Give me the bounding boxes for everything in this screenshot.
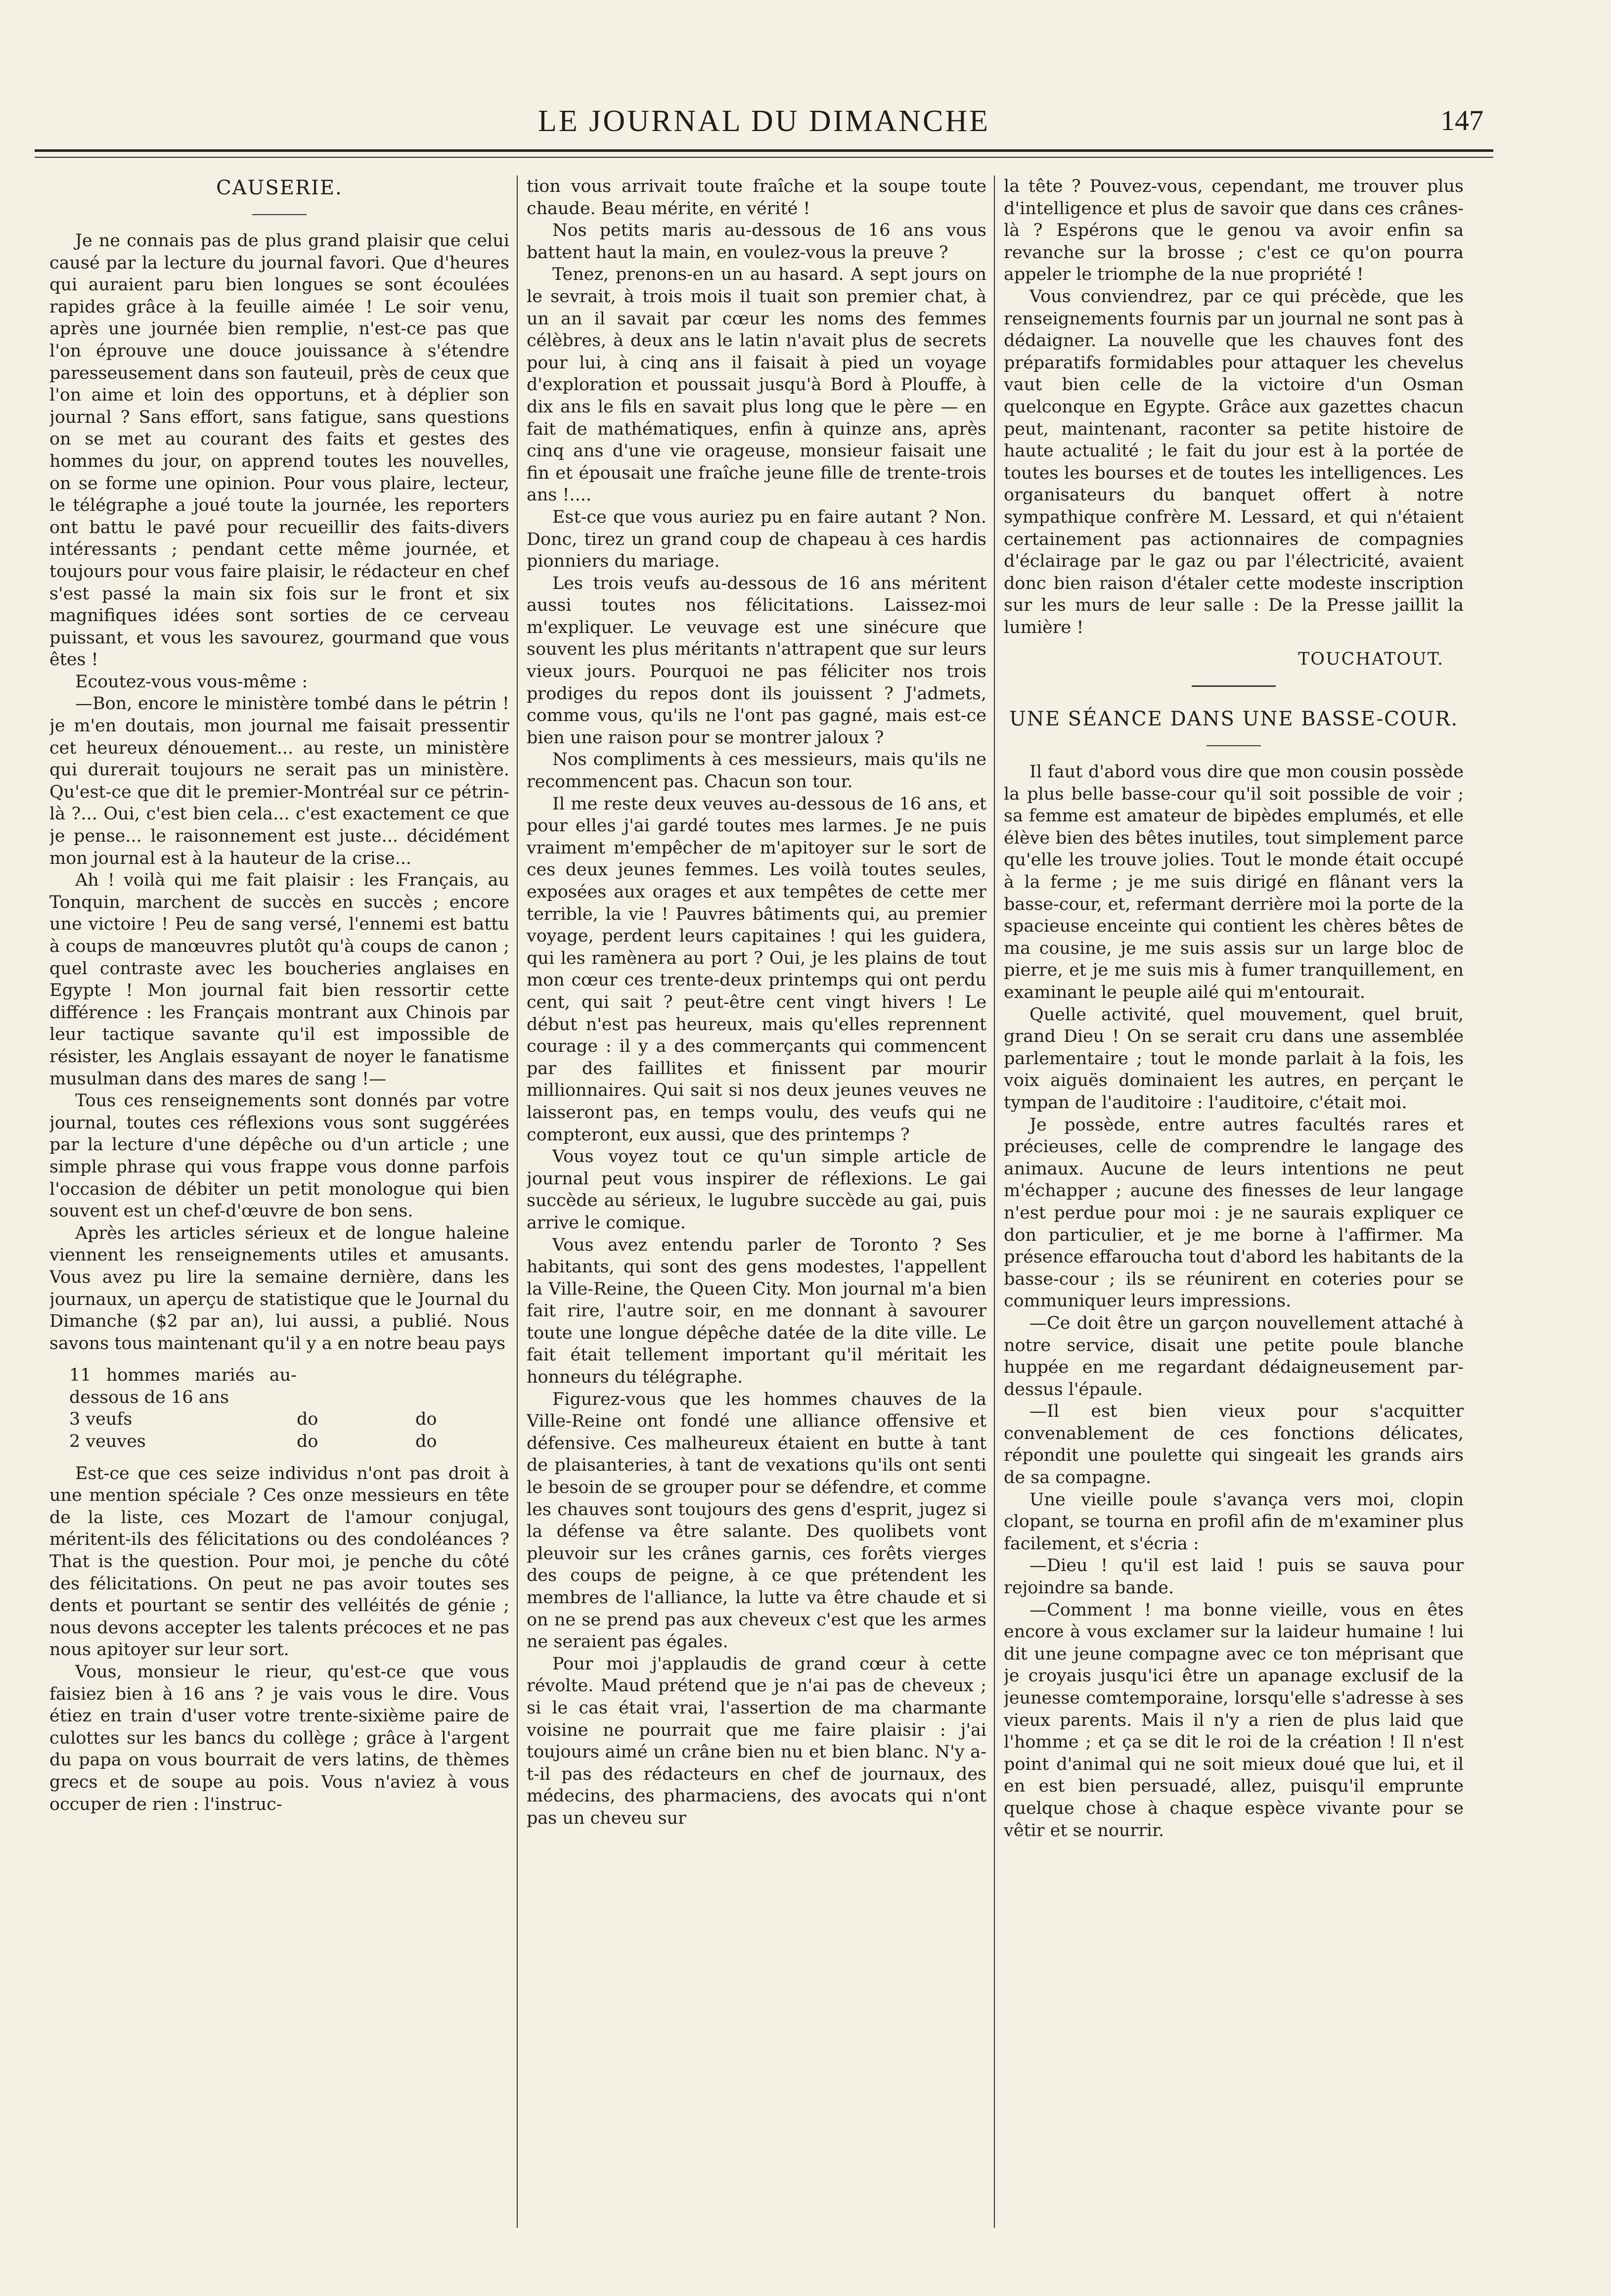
column-divider [994,176,995,2228]
paragraph: Nos petits maris au-dessous de 16 ans vous battent haut la main, en voulez-vous la preuve ? [527,221,986,263]
statistics-cell: do [415,1409,437,1430]
paragraph: la tête ? Pouvez-vous, cependant, me trouver plus d'intelligence et plus de savoir que dans ces crânes-là ? Espérons que le genou va avoir enfin sa revanche sur la brosse ; c'est ce qu'on pourra appeler le triomphe de la nue propriété ! [1004,177,1464,285]
statistics-cell: do [297,1432,318,1452]
column-1 [49,176,509,2243]
title-rule [252,214,307,215]
paragraph: Est-ce que ces seize individus n'ont pas droit à une mention spéciale ? Ces onze messieurs en tête de la liste, ces Mozart de l'amour conjugal, méritent-ils des félicitations ou des condoléances ? That is the question. Pour moi, je penche du côté des félicitations. On peut ne pas avoir toutes ses dents et pourtant se sentir des velléités de génie ; nous devons accepter les talents précoces et ne pas nous apitoyer sur leur sort. [49,1463,509,1660]
paragraph: Nos compliments à ces messieurs, mais qu'ils ne recommencent pas. Chacun son tour. [527,750,986,792]
paragraph: Une vieille poule s'avança vers moi, clopin clopant, se tourna en profil afin de m'examiner plus facilement, et s'écria : [1004,1489,1464,1554]
paragraph: Ah ! voilà qui me fait plaisir : les Français, au Tonquin, marchent de succès en succès ; encore une victoire ! Peu de sang versé, l'ennemi est battu à coups de manœuvres plutôt qu'à coups de canon ; quel contraste avec les boucheries anglaises en Egypte ! Mon journal fait bien ressortir cette différence : les Français montrant aux Chinois par leur tactique savante qu'il est impossible de résister, les Anglais essayant de noyer le fanatisme musulman dans des mares de sang !— [49,870,509,1089]
paragraph: Je possède, entre autres facultés rares et précieuses, celle de comprendre le langage des animaux. Aucune de leurs intentions ne peut m'échapper ; aucune des finesses de leur langage n'est perdue pour moi : je ne saurais expliquer ce don particulier, et je me borne à l'affirmer. Ma présence effaroucha tout d'abord les habitants de la basse-cour ; ils se réunirent en coteries pour se communiquer leurs impressions. [1004,1115,1464,1311]
paragraph: —Ce doit être un garçon nouvellement attaché à notre service, disait une petite poule blanche huppée en me regardant dédaigneusement par-dessus l'épaule. [1004,1313,1464,1399]
author-signature: TOUCHATOUT. [1298,649,1444,670]
paragraph: Vous conviendrez, par ce qui précède, que les renseignements fournis par un journal ne sont pas à dédaigner. La nouvelle que les chauves font des préparatifs formidables pour attaquer les chevelus vaut bien celle de la victoire d'un Osman quelconque en Egypte. Grâce aux gazettes chacun peut, maintenant, raconter sa petite histoire de haute actualité ; le fait du jour est à la portée de toutes les bourses et de toutes les intelligences. Les organisateurs du banquet offert à notre sympathique confrère M. Lessard, et qui n'étaient certainement pas actionnaires de compagnies d'éclairage par le gaz ou par l'électricité, avaient donc bien raison d'étaler cette modeste inscription sur les murs de leur salle : De la Presse jaillit la lumière ! [1004,286,1464,637]
paragraph: Vous voyez tout ce qu'un simple article de journal peut vous inspirer de réflexions. Le gai succède au sérieux, le lugubre succède au gai, puis arrive le comique. [527,1147,986,1233]
paragraph: Il me reste deux veuves au-dessous de 16 ans, et pour elles j'ai gardé toutes mes larmes. Je ne puis vraiment m'empêcher de m'apitoyer sur le sort de ces deux jeunes femmes. Les voilà toutes seules, exposées aux orages et aux tempêtes de cette mer terrible, la vie ! Pauvres bâtiments qui, au premier voyage, perdent leurs capitaines ! qui les guidera, qui les ramènera au port ? Oui, je les plains de tout mon cœur ces trente-deux printemps qui ont perdu cent, qui sait ? peut-être cent vingt hivers ! Le début n'est pas heureux, mais qu'elles reprennent courage : il y a des commerçants qui commencent par des faillites et finissent par mourir millionnaires. Qui sait si nos deux jeunes veuves ne laisseront pas, en temps voulu, des veufs qui ne compteront, eux aussi, que des printemps ? [527,794,986,1145]
statistics-cell: 11 hommes mariés au-dessous de 16 ans [69,1365,297,1407]
statistics-cell [415,1364,494,1408]
paragraph: —Il est bien vieux pour s'acquitter convenablement de ces fonctions délicates, répondit une poulette qui singeait les grands airs de sa compagne. [1004,1401,1464,1488]
header-rule-thin [35,157,1493,158]
paragraph: Tous ces renseignements sont donnés par votre journal, toutes ces réflexions vous sont suggérées par la lecture d'une dépêche ou d'un article ; une simple phrase qui vous frappe vous donne parfois l'occasion de débiter un petit monologue qui bien souvent est un chef-d'œuvre de bon sens. [49,1091,509,1221]
paragraph: Il faut d'abord vous dire que mon cousin possède la plus belle basse-cour qu'il soit possible de voir ; sa femme est amateur de bipèdes emplumés, et elle élève bien des bêtes inutiles, tout simplement parce qu'elle les trouve jolies. Tout le monde était occupé à la ferme ; je me suis dirigé en flânant vers la basse-cour, et, refermant derrière moi la porte de la spacieuse enceinte qui contient les chères bêtes de ma cousine, je me suis assis sur un large bloc de pierre, et je me suis mis à fumer tranquillement, en examinant le peuple ailé qui m'entourait. [1004,762,1464,1002]
title-rule [1207,745,1261,746]
paragraph: Quelle activité, quel mouvement, quel bruit, grand Dieu ! On se serait cru dans une assemblée parlementaire ; tout le monde parlait à la fois, les voix aiguës dominaient les autres, en perçant le tympan de l'auditoire : l'auditoire, c'était moi. [1004,1004,1464,1113]
paragraph: Est-ce que vous auriez pu en faire autant ? Non. Donc, tirez un grand coup de chapeau à ces hardis pionniers du mariage. [527,507,986,572]
paragraph: —Bon, encore le ministère tombé dans le pétrin ! je m'en doutais, mon journal me faisait pressentir cet heureux dénouement... au reste, un ministère qui durerait toujours ne serait pas un ministère. Qu'est-ce que dit le premier-Montréal sur ce pétrin-là ?... Oui, c'est bien cela... c'est exactement ce que je pense... le raisonnement est juste... décidément mon journal est à la hauteur de la crise... [49,694,509,868]
column-2 [527,176,986,2243]
paragraph: Tenez, prenons-en un au hasard. A sept jours on le sevrait, à trois mois il tuait son premier chat, à un an il savait par cœur les noms des femmes célèbres, à deux ans le latin n'avait plus de secrets pour lui, à cinq ans il faisait à pied un voyage d'exploration et poussait jusqu'à Bord à Plouffe, à dix ans le fils en savait plus long que le père — en fait de mathématiques, enfin à quinze ans, après cinq ans d'une vie orageuse, monsieur faisait une fin et épousait une fraîche jeune fille de trente-trois ans !.... [527,265,986,505]
statistics-row [69,1364,509,1408]
paragraph: —Dieu ! qu'il est laid ! puis se sauva pour rejoindre sa bande. [1004,1556,1464,1598]
article-title-basse-cour: UNE SÉANCE DANS UNE BASSE-COUR. [1009,708,1459,731]
column-3 [1004,176,1464,2243]
statistics-cell: 2 veuves [69,1432,146,1452]
statistics-row [69,1408,509,1431]
page-number: 147 [1440,104,1483,136]
column-divider [517,176,518,2228]
statistics-cell: 3 veufs [69,1409,133,1430]
paragraph: —Comment ! ma bonne vieille, vous en êtes encore à vous exclamer sur la laideur humaine ! lui dit une jeune compagne avec ce ton méprisant que je croyais jusqu'ici être un apanage exclusif de la jeunesse comtemporaine, lorsqu'elle s'adresse à ses vieux parents. Mais il n'y a rien de plus laid que l'homme ; et ça se dit le roi de la création ! Il n'est point d'animal qui ne soit mieux doué que lui, et il en est bien persuadé, allez, puisqu'il emprunte quelque chose à chaque espèce vivante pour se vêtir et se nourrir. [1004,1600,1464,1841]
statistics-cell: do [297,1409,318,1430]
header-rule-thick [35,149,1493,152]
statistics-cell [297,1364,415,1408]
paragraph: Pour moi j'applaudis de grand cœur à cette révolte. Maud prétend que je n'ai pas de cheveux ; si le cas était vrai, l'assertion de ma charmante voisine ne pourrait que me faire plaisir : j'ai toujours aimé un crâne bien nu et bien blanc. N'y a-t-il pas des rédacteurs en chef de journaux, des médecins, des pharmaciens, des avocats qui n'ont pas un cheveu sur [527,1654,986,1828]
article-title-causerie: CAUSERIE. [216,177,343,199]
paragraph: Vous, monsieur le rieur, qu'est-ce que vous faisiez bien à 16 ans ? je vais vous le dire. Vous étiez en train d'user votre trente-sixième paire de culottes sur les bancs du collège ; grâce à l'argent du papa on vous bourrait de vers latins, de thèmes grecs et de soupe au pois. Vous n'aviez à vous occuper de rien : l'instruc- [49,1662,509,1814]
paragraph: Vous avez entendu parler de Toronto ? Ses habitants, qui sont des gens modestes, l'appellent la Ville-Reine, the Queen City. Mon journal m'a bien fait rire, l'autre soir, en me donnant à savourer toute une longue dépêche datée de la dite ville. Le fait était tellement important qu'il méritait les honneurs du télégraphe. [527,1235,986,1388]
paragraph: Figurez-vous que les hommes chauves de la Ville-Reine ont fondé une alliance offensive et défensive. Ces malheureux étaient en butte à tant de plaisanteries, à tant de vexations qu'ils ont senti le besoin de se grouper pour se défendre, et comme les chauves sont toujours des gens d'esprit, jugez si la défense va être salante. Des quolibets vont pleuvoir sur les crânes garnis, ces forêts vierges des coups de peigne, à ce que prétendent les membres de l'alliance, la lutte va être chaude et si on ne se prend pas aux cheveux c'est que les armes ne seraient pas égales. [527,1389,986,1652]
paragraph: Après les articles sérieux et de longue haleine viennent les renseignements utiles et amusants. Vous avez pu lire la semaine dernière, dans les journaux, un aperçu de statistique que le Journal du Dimanche ($2 par an), lui aussi, a publié. Nous savons tous maintenant qu'il y a en notre beau pays [49,1223,509,1353]
statistics-table [69,1364,509,1452]
paragraph: Je ne connais pas de plus grand plaisir que celui causé par la lecture du journal favori. Que d'heures qui auraient paru bien longues se sont écoulées rapides grâce à la feuille aimée ! Le soir venu, après une journée bien remplie, n'est-ce pas que l'on éprouve une douce jouissance à s'étendre paresseusement dans son fauteuil, près de ceux que l'on aime et loin des opportuns, et à déplier son journal ? Sans effort, sans fatigue, sans questions on se met au courant des faits et gestes des hommes du jour, on apprend toutes les nouvelles, on se forme une opinion. Pour vous plaire, lecteur, le télégraphe a joué toute la journée, les reporters ont battu le pavé pour recueillir des faits-divers intéressants ; pendant cette même journée, et toujours pour vous faire plaisir, le rédacteur en chef s'est passé la main six fois sur le front et six magnifiques idées sont sorties de ce cerveau puissant, et vous les savourez, gourmand que vous êtes ! [49,231,509,670]
section-separator [1192,685,1276,687]
statistics-cell: do [415,1432,437,1452]
page-header [35,99,1493,143]
running-title: LE JOURNAL DU DIMANCHE [537,104,990,138]
paragraph: Ecoutez-vous vous-même : [75,672,308,692]
statistics-row [69,1431,509,1453]
paragraph: tion vous arrivait toute fraîche et la soupe toute chaude. Beau mérite, en vérité ! [527,177,986,219]
paragraph: Les trois veufs au-dessous de 16 ans méritent aussi toutes nos félicitations. Laissez-moi m'expliquer. Le veuvage est une sinécure que souvent les plus méritants n'attrapent que sur leurs vieux jours. Pourquoi ne pas féliciter nos trois prodiges du repos dont ils jouissent ? J'admets, comme vous, qu'ils ne l'ont pas gagné, mais est-ce bien une raison pour se montrer jaloux ? [527,573,986,748]
